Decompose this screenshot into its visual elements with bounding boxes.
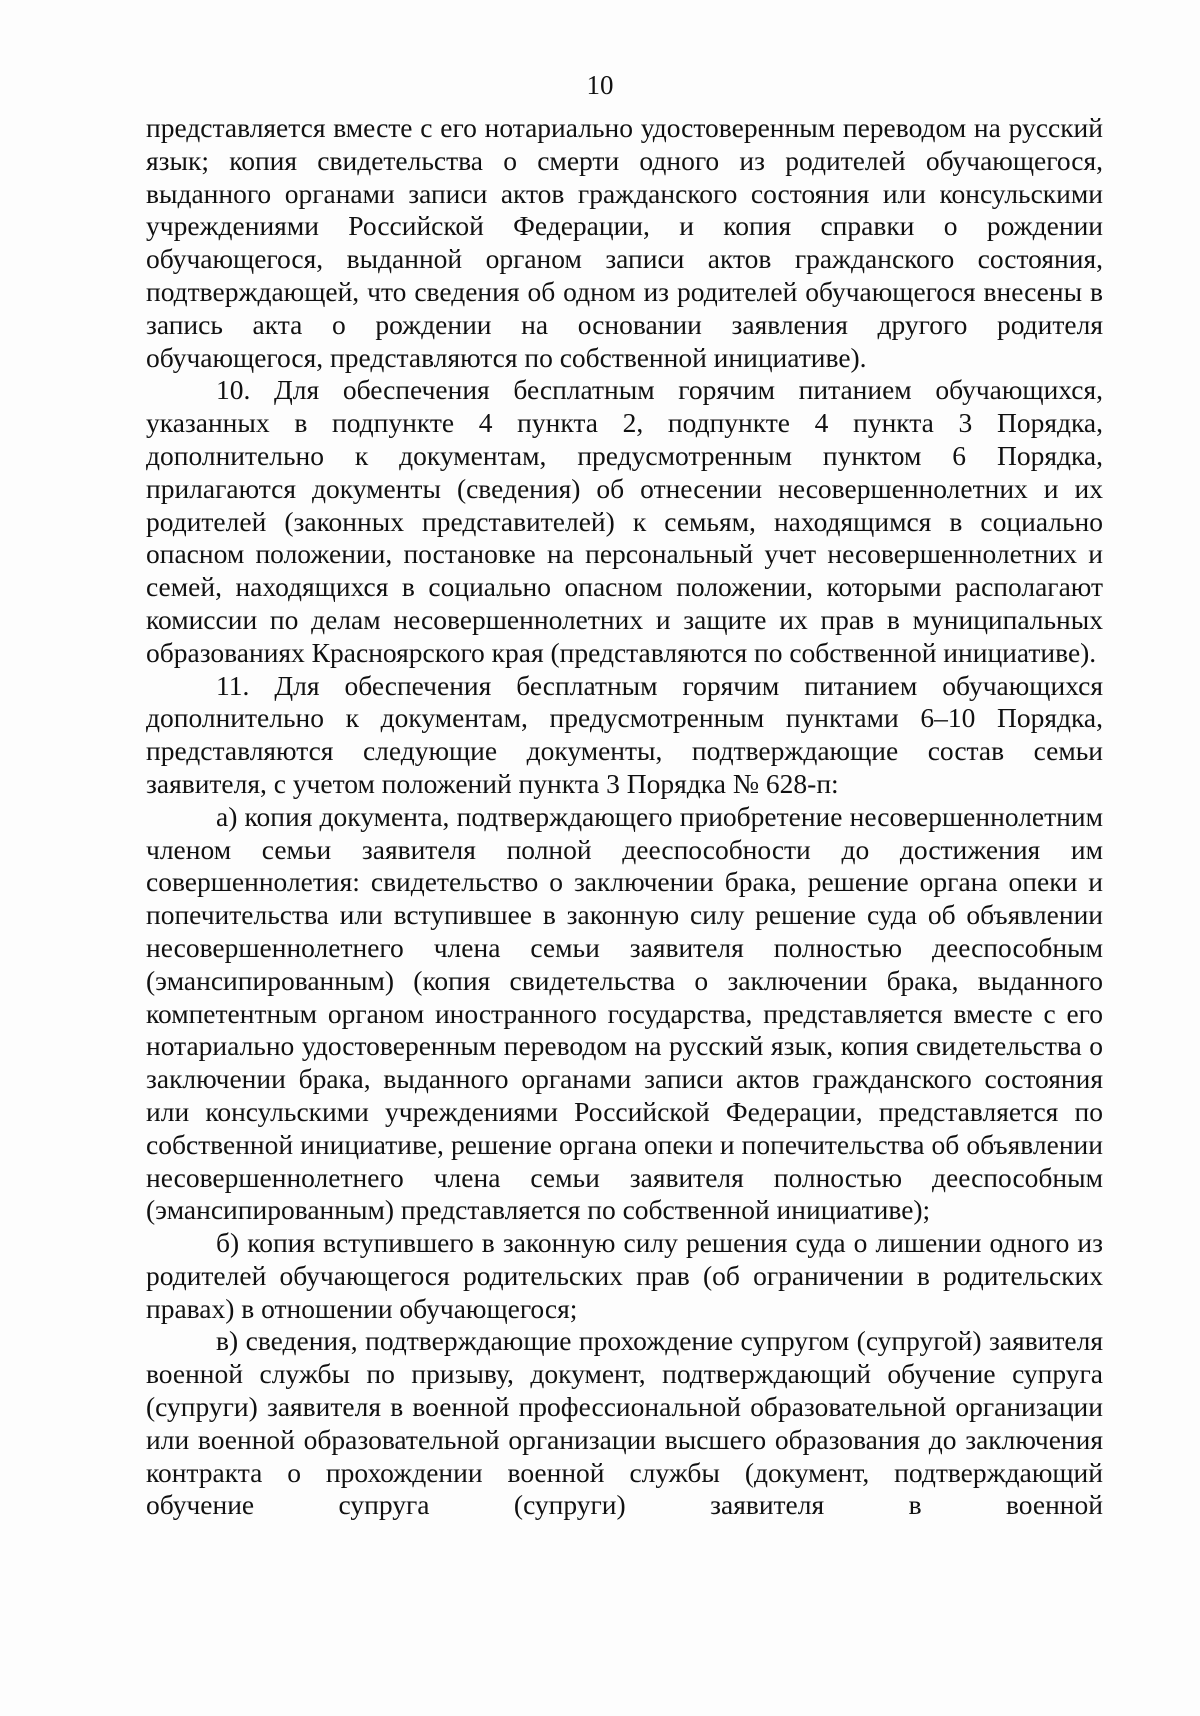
page-number: 10 [586, 70, 614, 100]
paragraph-continuation: представляется вместе с его нотариально удостоверенным переводом на русский язык; копия свидетельства о смерти одного из родителей обучающегося, выданного органами записи актов гражданского состояния или консульскими учреждениями Российской Федерации, и копия справки о рождении обучающегося, выданной органом записи актов гражданского состояния, подтверждающей, что сведения об одном из родителей обучающегося внесены в запись акта о рождении на основании заявления другого родителя обучающегося, представляются по собственной инициативе). [146, 112, 1103, 373]
paragraph-item-11: 11. Для обеспечения бесплатным горячим питанием обучающихся дополнительно к документам, предусмотренным пунктами 6–10 Порядка, представляются следующие документы, подтверждающие состав семьи заявителя, с учетом положений пункта 3 Порядка № 628-п: [146, 669, 1103, 799]
paragraph-item-10: 10. Для обеспечения бесплатным горячим питанием обучающихся, указанных в подпункте 4 пункта 2, подпункте 4 пункта 3 Порядка, дополнительно к документам, предусмотренным пунктом 6 Порядка, прилагаются документы (сведения) об отнесении несовершеннолетних и их родителей (законных представителей) к семьям, находящимся в социально опасном положении, постановке на персональный учет несовершеннолетних и семей, находящихся в социально опасном положении, которыми располагают комиссии по делам несовершеннолетних и защите их прав в муниципальных образованиях Красноярского края (представляются по собственной инициативе). [146, 374, 1103, 668]
document-body [146, 112, 1103, 1522]
paragraph-item-11-a: а) копия документа, подтверждающего приобретение несовершеннолетним членом семьи заявителя полной дееспособности до достижения им совершеннолетия: свидетельство о заключении брака, решение органа опеки и попечительства или вступившее в законную силу решение суда об объявлении несовершеннолетнего члена семьи заявителя полностью дееспособным (эмансипированным) (копия свидетельства о заключении брака, выданного компетентным органом иностранного государства, представляется вместе с его нотариально удостоверенным переводом на русский язык, копия свидетельства о заключении брака, выданного органами записи актов гражданского состояния или консульскими учреждениями Российской Федерации, представляется по собственной инициативе, решение органа опеки и попечительства об объявлении несовершеннолетнего члена семьи заявителя полностью дееспособным (эмансипированным) представляется по собственной инициативе); [146, 800, 1103, 1226]
paragraph-item-11-b: б) копия вступившего в законную силу решения суда о лишении одного из родителей обучающегося родительских прав (об ограничении в родительских правах) в отношении обучающегося; [146, 1227, 1103, 1324]
paragraph-item-11-v: в) сведения, подтверждающие прохождение супругом (супругой) заявителя военной службы по призыву, документ, подтверждающий обучение супруга (супруги) заявителя в военной профессиональной образовательной организации или военной образовательной организации высшего образования до заключения контракта о прохождении военной службы (документ, подтверждающий обучение супруга (супруги) заявителя в военной [146, 1325, 1103, 1521]
